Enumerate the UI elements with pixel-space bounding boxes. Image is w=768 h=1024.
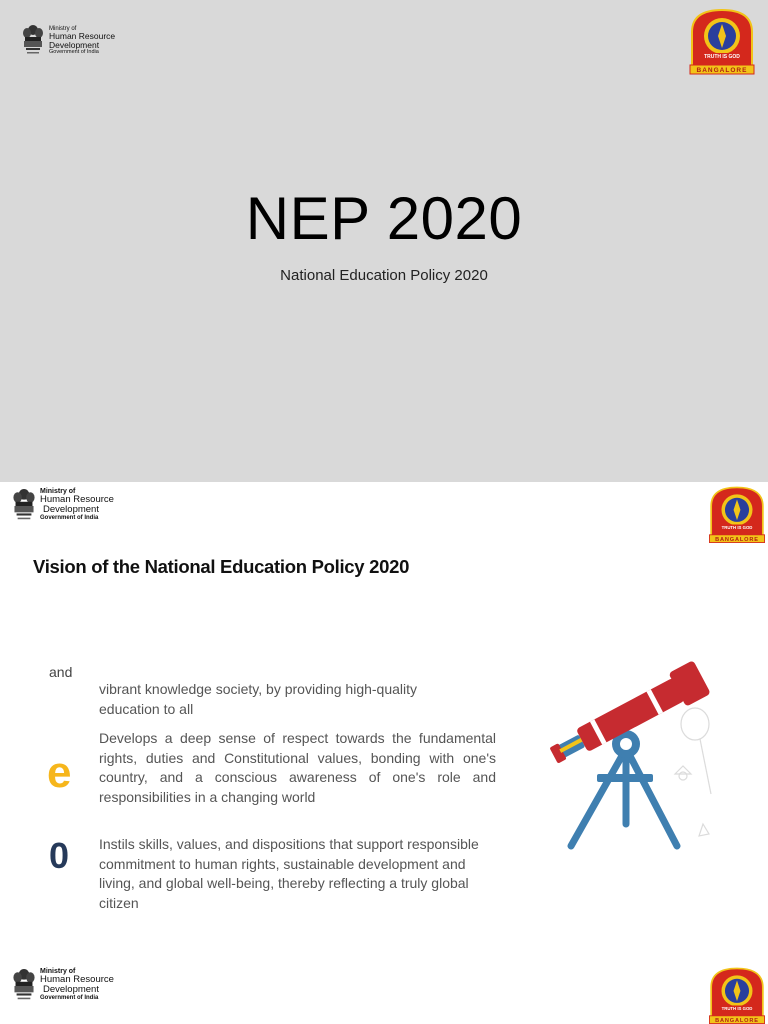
badge-city: BANGALORE — [715, 536, 759, 543]
badge-city: BANGALORE — [715, 1017, 759, 1024]
vision-point: vibrant knowledge society, by providing high-quality education to all — [99, 681, 418, 717]
ministry-logo — [22, 24, 115, 58]
school-badge — [706, 965, 768, 1024]
government-label: Government of India — [49, 49, 99, 56]
badge-city: BANGALORE — [696, 67, 748, 74]
letter-o: 0 — [49, 835, 70, 876]
ministry-name-line1: Human Resource — [40, 974, 114, 986]
title-slide — [0, 0, 768, 482]
and-label: and — [49, 664, 73, 680]
national-emblem-icon — [12, 488, 36, 524]
page-title: NEP 2020 — [245, 185, 523, 252]
vision-heading: Vision of the National Education Policy 2020 — [33, 556, 410, 577]
ministry-name-line2: Development — [43, 504, 99, 516]
national-emblem-icon — [22, 24, 44, 58]
government-label: Government of India — [40, 995, 99, 1002]
ministry-logo — [12, 968, 114, 1004]
national-emblem-icon — [12, 968, 36, 1004]
ministry-of-label: Ministry of — [40, 488, 76, 495]
school-badge — [686, 6, 758, 78]
ministry-name-line2: Development — [43, 984, 99, 996]
telescope-icon — [535, 644, 715, 869]
government-label: Government of India — [40, 515, 99, 522]
school-badge — [706, 484, 768, 546]
vision-point: Develops a deep sense of respect towards the fundamental rights, duties and Constitutional values, bonding with one's country, and a conscious awareness of one's role and responsibilities in a changing world — [99, 730, 496, 805]
vision-point: Instils skills, values, and dispositions that support responsible commitment to human rights, sustainable development and living, and global well-being, thereby reflecting a truly global citizen — [99, 836, 479, 911]
badge-motto: TRUTH IS GOD — [721, 524, 753, 530]
ministry-of-label: Ministry of — [40, 968, 76, 975]
ministry-name-line1: Human Resource — [49, 31, 116, 42]
page-subtitle: National Education Policy 2020 — [280, 267, 488, 284]
ministry-name-line2: Development — [49, 40, 100, 51]
ministry-name-line1: Human Resource — [40, 494, 114, 506]
badge-motto: TRUTH IS GOD — [704, 54, 740, 60]
ministry-of-label: Ministry of — [49, 26, 77, 32]
badge-motto: TRUTH IS GOD — [721, 1005, 753, 1011]
ministry-logo — [12, 488, 114, 524]
letter-e: e — [47, 748, 72, 797]
next-slide — [0, 962, 768, 1024]
vision-slide — [0, 482, 768, 962]
